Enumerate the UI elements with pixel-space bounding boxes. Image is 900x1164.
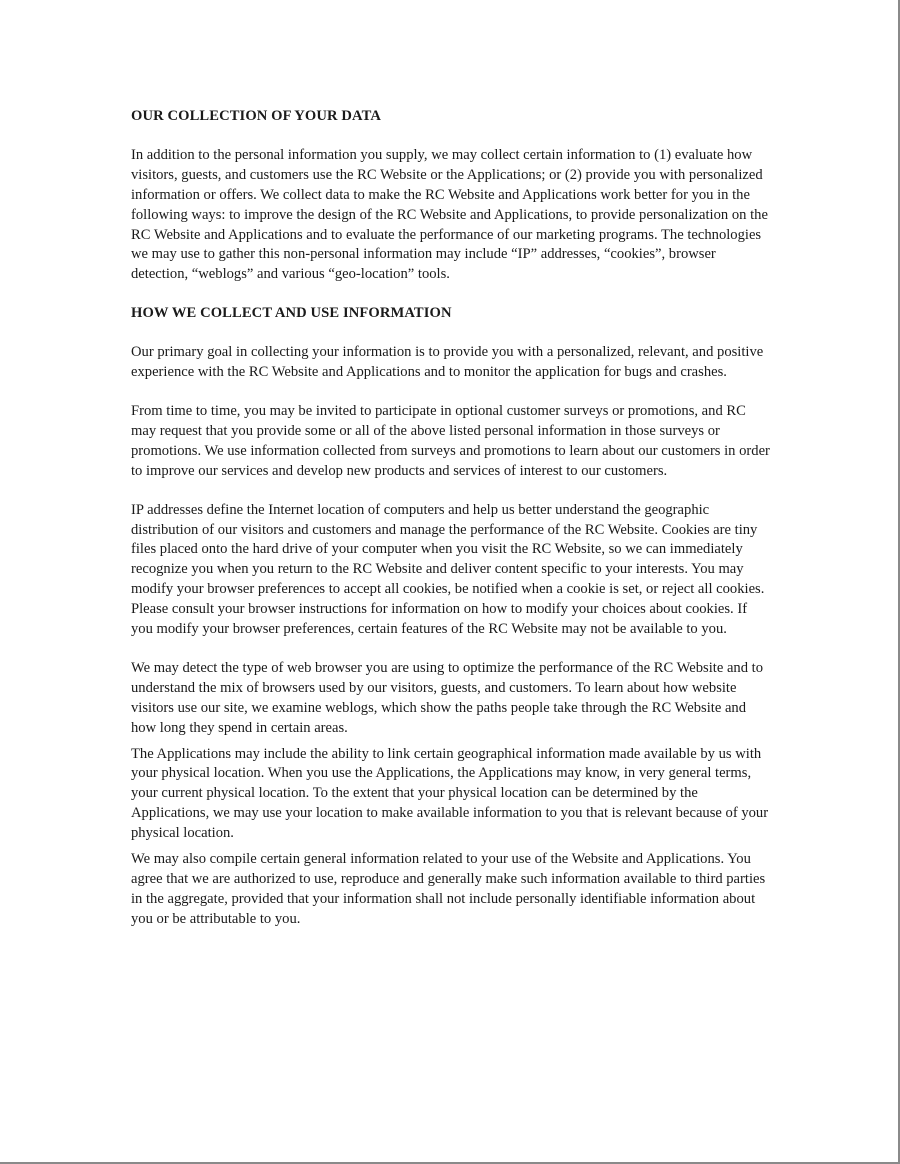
section-heading-collection: OUR COLLECTION OF YOUR DATA bbox=[131, 108, 381, 124]
document-body bbox=[131, 107, 771, 936]
paragraph-geo-location: The Applications may include the ability to link certain geographical information made available by us with your physical location. When you use the Applications, the Applications may know, in very general terms, your current physical location. To the extent that your physical location can be determined by the Applications, we may use your location to make available information to you that is relevant because of your physical location. bbox=[131, 745, 769, 842]
paragraph-surveys: From time to time, you may be invited to participate in optional customer surveys or promotions, and RC may request that you provide some or all of the above listed personal information in those surveys or promotions. We use information collected from surveys and promotions to learn about our customers in order to improve our services and develop new products and services of interest to our customers. bbox=[131, 402, 770, 479]
paragraph-collection-intro: In addition to the personal information you supply, we may collect certain information to (1) evaluate how visitors, guests, and customers use the RC Website or the Applications; or (2) provide you with personalized information or offers. We collect data to make the RC Website and Applications work better for you in the following ways: to improve the design of the RC Website and Applications, to provide personalization on the RC Website and Applications and to evaluate the performance of our marketing programs. The technologies we may use to gather this non-personal information may include “IP” addresses, “cookies”, browser detection, “weblogs” and various “geo-location” tools. bbox=[131, 146, 768, 283]
paragraph-primary-goal: Our primary goal in collecting your information is to provide you with a personalized, relevant, and positive experience with the RC Website and Applications and to monitor the application for bugs and crashes. bbox=[131, 344, 764, 381]
paragraph-ip-cookies: IP addresses define the Internet location of computers and help us better understand the geographic distribution of our visitors and customers and manage the performance of the RC Website. Cookies are tiny files placed onto the hard drive of your computer when you visit the RC Website, so we can immediately recognize you when you return to the RC Website and deliver content specific to your interests. You may modify your browser preferences to accept all cookies, be notified when a cookie is set, or reject all cookies. Please consult your browser instructions for information on how to modify your choices about cookies. If you modify your browser preferences, certain features of the RC Website may not be available to you. bbox=[131, 501, 765, 638]
paragraph-aggregate-info: We may also compile certain general information related to your use of the Website and Applications. You agree that we are authorized to use, reproduce and generally make such information available to third parties in the aggregate, provided that your information shall not include personally identifiable information about you or be attributable to you. bbox=[131, 851, 766, 927]
section-heading-use: HOW WE COLLECT AND USE INFORMATION bbox=[131, 305, 452, 322]
paragraph-browser-detection: We may detect the type of web browser you are using to optimize the performance of the RC Website and to understand the mix of browsers used by our visitors, guests, and customers. To learn about how website visitors use our site, we examine weblogs, which show the paths people take through the RC Website and how long they spend in certain areas. bbox=[131, 659, 764, 736]
